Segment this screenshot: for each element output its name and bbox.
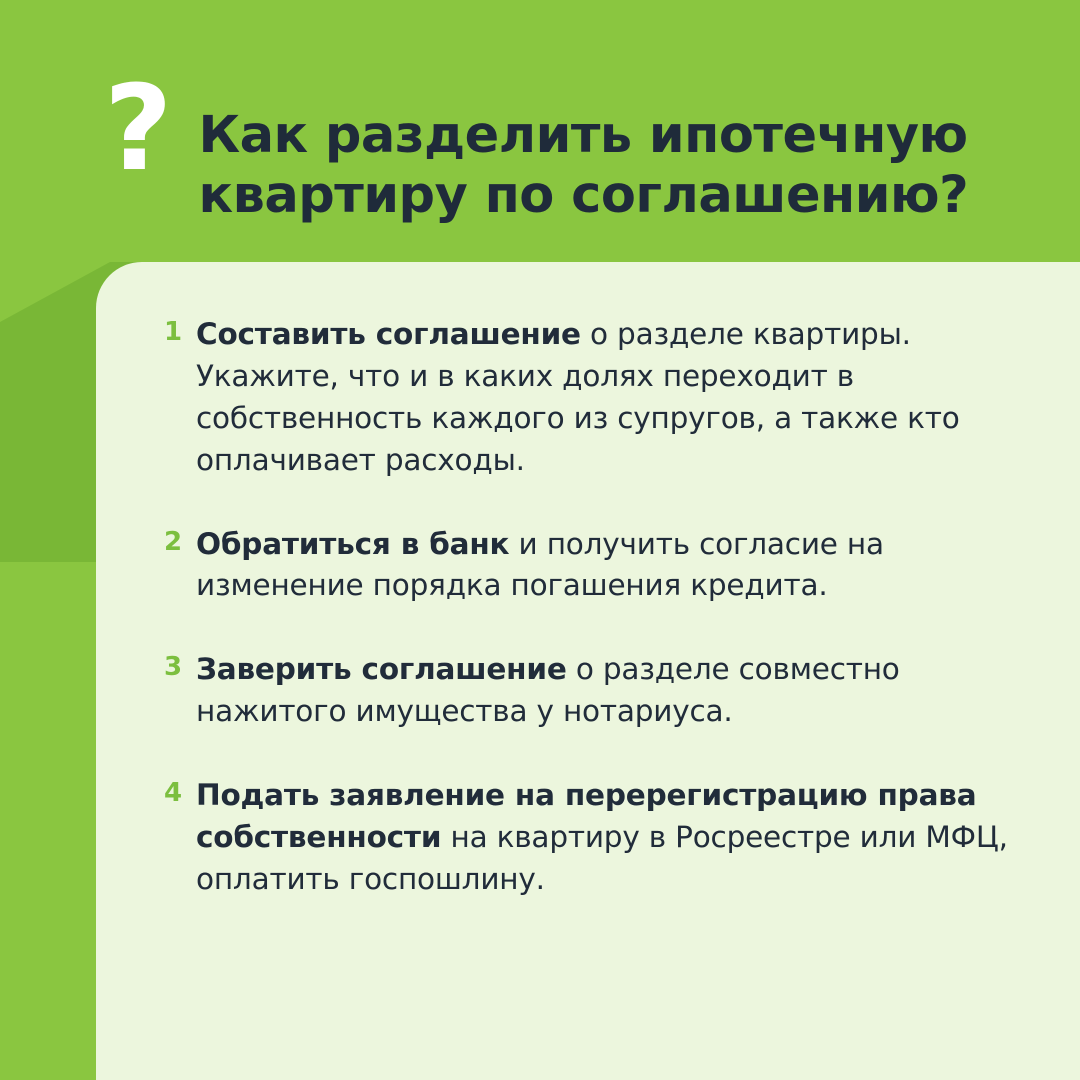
step-text-rest: и получить согласие на изменение порядка погашения кредита. [196,526,884,603]
steps-list [134,314,1022,901]
step-text-bold: Подать заявление на перерегистрацию права собственности [196,778,977,854]
question-mark-icon: ? [104,59,173,197]
step-number: 4 [164,778,183,808]
step-number: 2 [164,526,183,557]
step-text-bold: Заверить соглашение [196,652,567,687]
step-text [196,649,1022,733]
step-text-rest: о разделе совместно нажитого имущества у нотариуса. [196,652,900,729]
header [104,59,1044,261]
list-item [134,775,1022,901]
list-item [134,314,1022,482]
step-text-rest: о разделе квартиры. Укажите, что и в каких долях переходит в собственность каждого из супругов, а также кто оплачивает расходы. [196,317,960,477]
step-number: 1 [164,317,183,347]
page-title: Как разделить ипотечную квартиру по соглашению? [198,106,969,226]
step-text-bold: Обратиться в банк [196,526,510,561]
list-item [134,649,1022,733]
steps-card [96,262,1080,1080]
step-text-rest: на квартиру в Росреестре или МФЦ, оплатить госпошлину. [196,819,1008,896]
step-text [196,775,1022,901]
list-item [134,524,1022,608]
step-number: 3 [164,652,183,683]
step-text-bold: Составить соглашение [196,317,581,351]
step-text [196,314,1022,482]
step-text [196,524,1022,608]
